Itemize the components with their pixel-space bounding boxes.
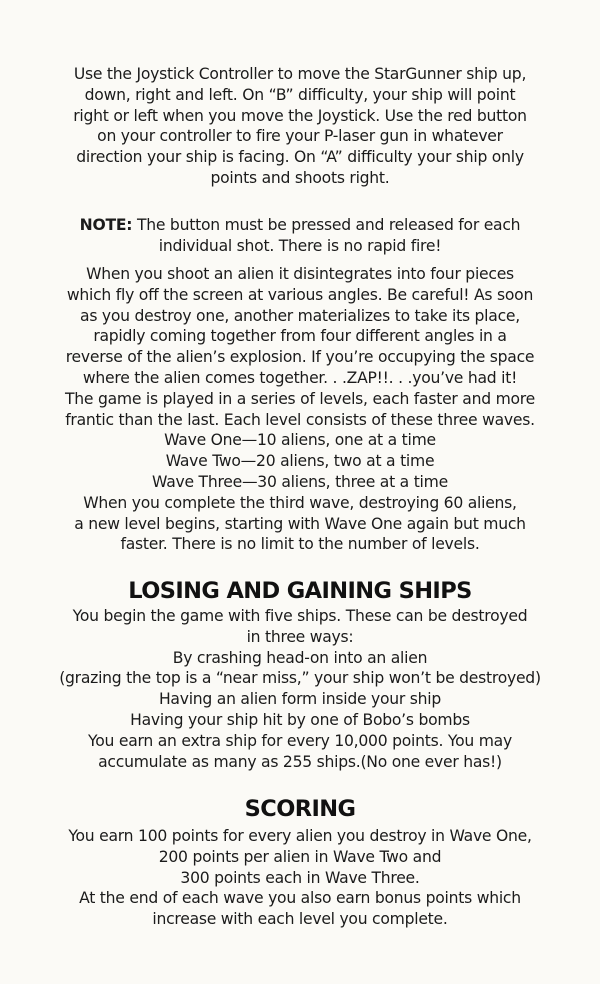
text-line: When you shoot an alien it disintegrates into four pieces [86, 265, 514, 283]
text-line: At the end of each wave you also earn bonus points which [79, 889, 521, 908]
ships-paragraph [20, 606, 580, 772]
text-line: which fly off the screen at various angles. Be careful! As soon [66, 285, 534, 304]
text-line: faster. There is no limit to the number of levels. [120, 535, 480, 554]
text-line: (grazing the top is a “near miss,” your ship won’t be destroyed) [59, 669, 541, 688]
text-line: Having your ship hit by one of Bobo’s bombs [130, 710, 470, 729]
text-line: increase with each level you complete. [152, 910, 448, 929]
wave-two-line: Wave Two—20 aliens, two at a time [165, 452, 435, 471]
text-line: By crashing head-on into an alien [172, 648, 428, 667]
text-line: Having an alien form inside your ship [158, 690, 442, 709]
wave-one-line: Wave One—10 aliens, one at a time [164, 431, 436, 450]
text-line: 200 points per alien in Wave Two and [158, 847, 442, 866]
text-line: When you complete the third wave, destroying 60 aliens, [83, 493, 517, 512]
wave-three-line: Wave Three—30 aliens, three at a time [152, 472, 448, 491]
text-line: individual shot. There is no rapid fire! [158, 236, 442, 255]
text-line: You earn 100 points for every alien you destroy in Wave One, [68, 827, 532, 845]
text-line: in three ways: [246, 627, 354, 646]
text-line: right or left when you move the Joystick. Use the red button [73, 106, 527, 125]
note-text: The button must be pressed and released for each [132, 216, 521, 234]
text-line: a new level begins, starting with Wave One again but much [74, 514, 526, 533]
text-line: reverse of the alien’s explosion. If you’re occupying the space [65, 348, 535, 367]
gameplay-paragraph [20, 264, 580, 555]
text-line: 300 points each in Wave Three. [180, 868, 420, 887]
note-paragraph [20, 215, 580, 257]
text-line: You earn an extra ship for every 10,000 points. You may [88, 731, 512, 750]
ships-heading: LOSING AND GAINING SHIPS [128, 578, 472, 604]
text-line: on your controller to fire your P-laser gun in whatever [97, 127, 503, 146]
scoring-heading: SCORING [244, 796, 356, 822]
text-line: You begin the game with five ships. These can be destroyed [72, 607, 528, 625]
text-line: accumulate as many as 255 ships.(No one ever has!) [98, 752, 502, 771]
text-line: rapidly coming together from four different angles in a [93, 327, 507, 346]
text-line: down, right and left. On “B” difficulty, your ship will point [84, 85, 516, 104]
note-label: NOTE: [79, 216, 133, 234]
text-line: points and shoots right. [210, 168, 390, 187]
controls-paragraph [20, 64, 580, 189]
text-line: as you destroy one, another materializes to take its place, [80, 306, 520, 325]
text-line: frantic than the last. Each level consists of these three waves. [65, 410, 535, 429]
note-line [20, 215, 580, 236]
text-line: Use the Joystick Controller to move the StarGunner ship up, [73, 65, 527, 83]
text-line: The game is played in a series of levels, each faster and more [65, 389, 535, 408]
scoring-paragraph [20, 826, 580, 930]
text-line: direction your ship is facing. On “A” difficulty your ship only [76, 148, 524, 167]
text-line: where the alien comes together. . .ZAP!!. . .you’ve had it! [82, 368, 518, 387]
